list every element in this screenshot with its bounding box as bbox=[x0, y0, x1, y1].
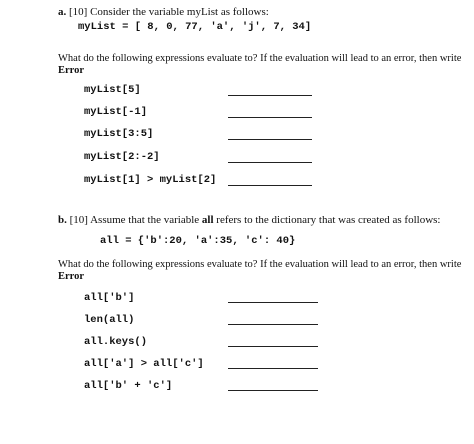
expression-b-5: all['b' + 'c'] bbox=[84, 380, 173, 392]
question-b-text-pre: [10] Assume that the variable bbox=[69, 214, 200, 226]
question-b-text-post: refers to the dictionary that was created as follows: bbox=[216, 214, 441, 226]
question-a-text: [10] Consider the variable myList as follows: bbox=[69, 6, 269, 18]
expression-a-2: myList[-1] bbox=[84, 106, 148, 118]
expression-a-1: myList[5] bbox=[84, 84, 141, 96]
answer-blank-a-3[interactable] bbox=[228, 139, 312, 140]
mylist-definition: myList = [ 8, 0, 77, 'a', 'j', 7, 34] bbox=[78, 21, 312, 33]
answer-blank-b-1[interactable] bbox=[228, 302, 318, 303]
answer-blank-b-3[interactable] bbox=[228, 346, 318, 347]
question-a-letter: a. bbox=[58, 6, 67, 18]
expression-b-4: all['a'] > all['c'] bbox=[84, 358, 204, 370]
question-b-letter: b. bbox=[58, 214, 67, 226]
expression-b-2: len(all) bbox=[84, 314, 135, 326]
answer-blank-a-2[interactable] bbox=[228, 117, 312, 118]
question-a-prompt-text: What do the following expressions evaluate to? If the evaluation will lead to an error, then write bbox=[58, 53, 462, 64]
question-b-prompt-text: What do the following expressions evaluate to? If the evaluation will lead to an error, then write bbox=[58, 259, 462, 270]
expression-b-1: all['b'] bbox=[84, 292, 135, 304]
answer-blank-a-4[interactable] bbox=[228, 162, 312, 163]
question-a-error-word: Error bbox=[58, 65, 85, 76]
answer-blank-b-4[interactable] bbox=[228, 368, 318, 369]
question-b-header bbox=[58, 214, 440, 226]
answer-blank-b-2[interactable] bbox=[228, 324, 318, 325]
expression-a-4: myList[2:-2] bbox=[84, 151, 160, 163]
all-definition: all = {'b':20, 'a':35, 'c': 40} bbox=[100, 235, 296, 247]
expression-a-3: myList[3:5] bbox=[84, 128, 154, 140]
answer-blank-a-5[interactable] bbox=[228, 185, 312, 186]
expression-a-5: myList[1] > myList[2] bbox=[84, 174, 217, 186]
expression-b-3: all.keys() bbox=[84, 336, 148, 348]
question-b-prompt bbox=[58, 259, 474, 283]
answer-blank-b-5[interactable] bbox=[228, 390, 318, 391]
question-b-error-word: Error bbox=[58, 271, 85, 282]
answer-blank-a-1[interactable] bbox=[228, 95, 312, 96]
question-b-variable: all bbox=[201, 214, 214, 226]
question-a-prompt bbox=[58, 53, 474, 77]
question-a-header bbox=[58, 6, 269, 18]
